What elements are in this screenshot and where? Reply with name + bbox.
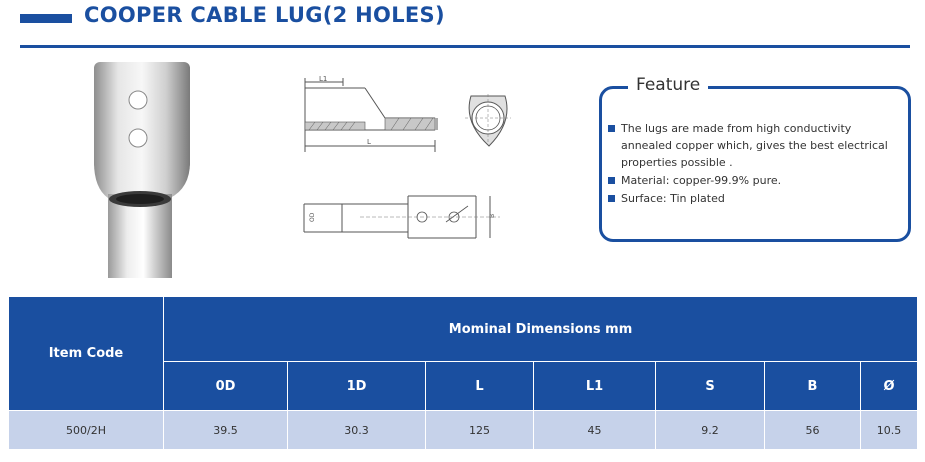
column-header: Ø (861, 362, 918, 411)
cell-item-code: 500/2H (9, 411, 164, 450)
table-cell: 9.2 (656, 411, 765, 450)
feature-list (607, 120, 905, 208)
dimensions-table (8, 296, 918, 450)
product-photo (80, 58, 200, 284)
feature-item-text: Surface: Tin plated (621, 192, 725, 205)
top-view-drawing (300, 180, 505, 244)
header-item-code: Item Code (9, 297, 164, 411)
column-header: 0D (164, 362, 288, 411)
dim-label-l1: L1 (319, 75, 328, 83)
column-header: L (426, 362, 534, 411)
feature-item (607, 190, 905, 207)
feature-item (607, 120, 905, 171)
table-cell: 30.3 (288, 411, 426, 450)
table-cell: 39.5 (164, 411, 288, 450)
square-bullet-icon (608, 125, 615, 132)
title-divider (20, 45, 910, 48)
feature-item-text: Material: copper-99.9% pure. (621, 174, 782, 187)
table-cell: 56 (765, 411, 861, 450)
column-header: B (765, 362, 861, 411)
column-header: S (656, 362, 765, 411)
title-accent-bar (20, 14, 72, 23)
feature-item-text: The lugs are made from high conductivity annealed copper which, gives the best electrical properties possible . (621, 122, 888, 169)
column-header: 1D (288, 362, 426, 411)
page-title: COOPER CABLE LUG(2 HOLES) (84, 3, 445, 27)
feature-item (607, 172, 905, 189)
square-bullet-icon (608, 195, 615, 202)
table-cell: 10.5 (861, 411, 918, 450)
header-dimensions-group: Mominal Dimensions mm (164, 297, 918, 362)
feature-title: Feature (628, 74, 708, 96)
square-bullet-icon (608, 177, 615, 184)
dim-label-b: B (489, 213, 496, 218)
dim-label-l: L (367, 138, 371, 146)
side-section-drawing (295, 74, 520, 162)
table-cell: 45 (534, 411, 656, 450)
column-header: L1 (534, 362, 656, 411)
dim-label-od: OD (309, 212, 316, 222)
table-cell: 125 (426, 411, 534, 450)
table-row (9, 411, 918, 450)
